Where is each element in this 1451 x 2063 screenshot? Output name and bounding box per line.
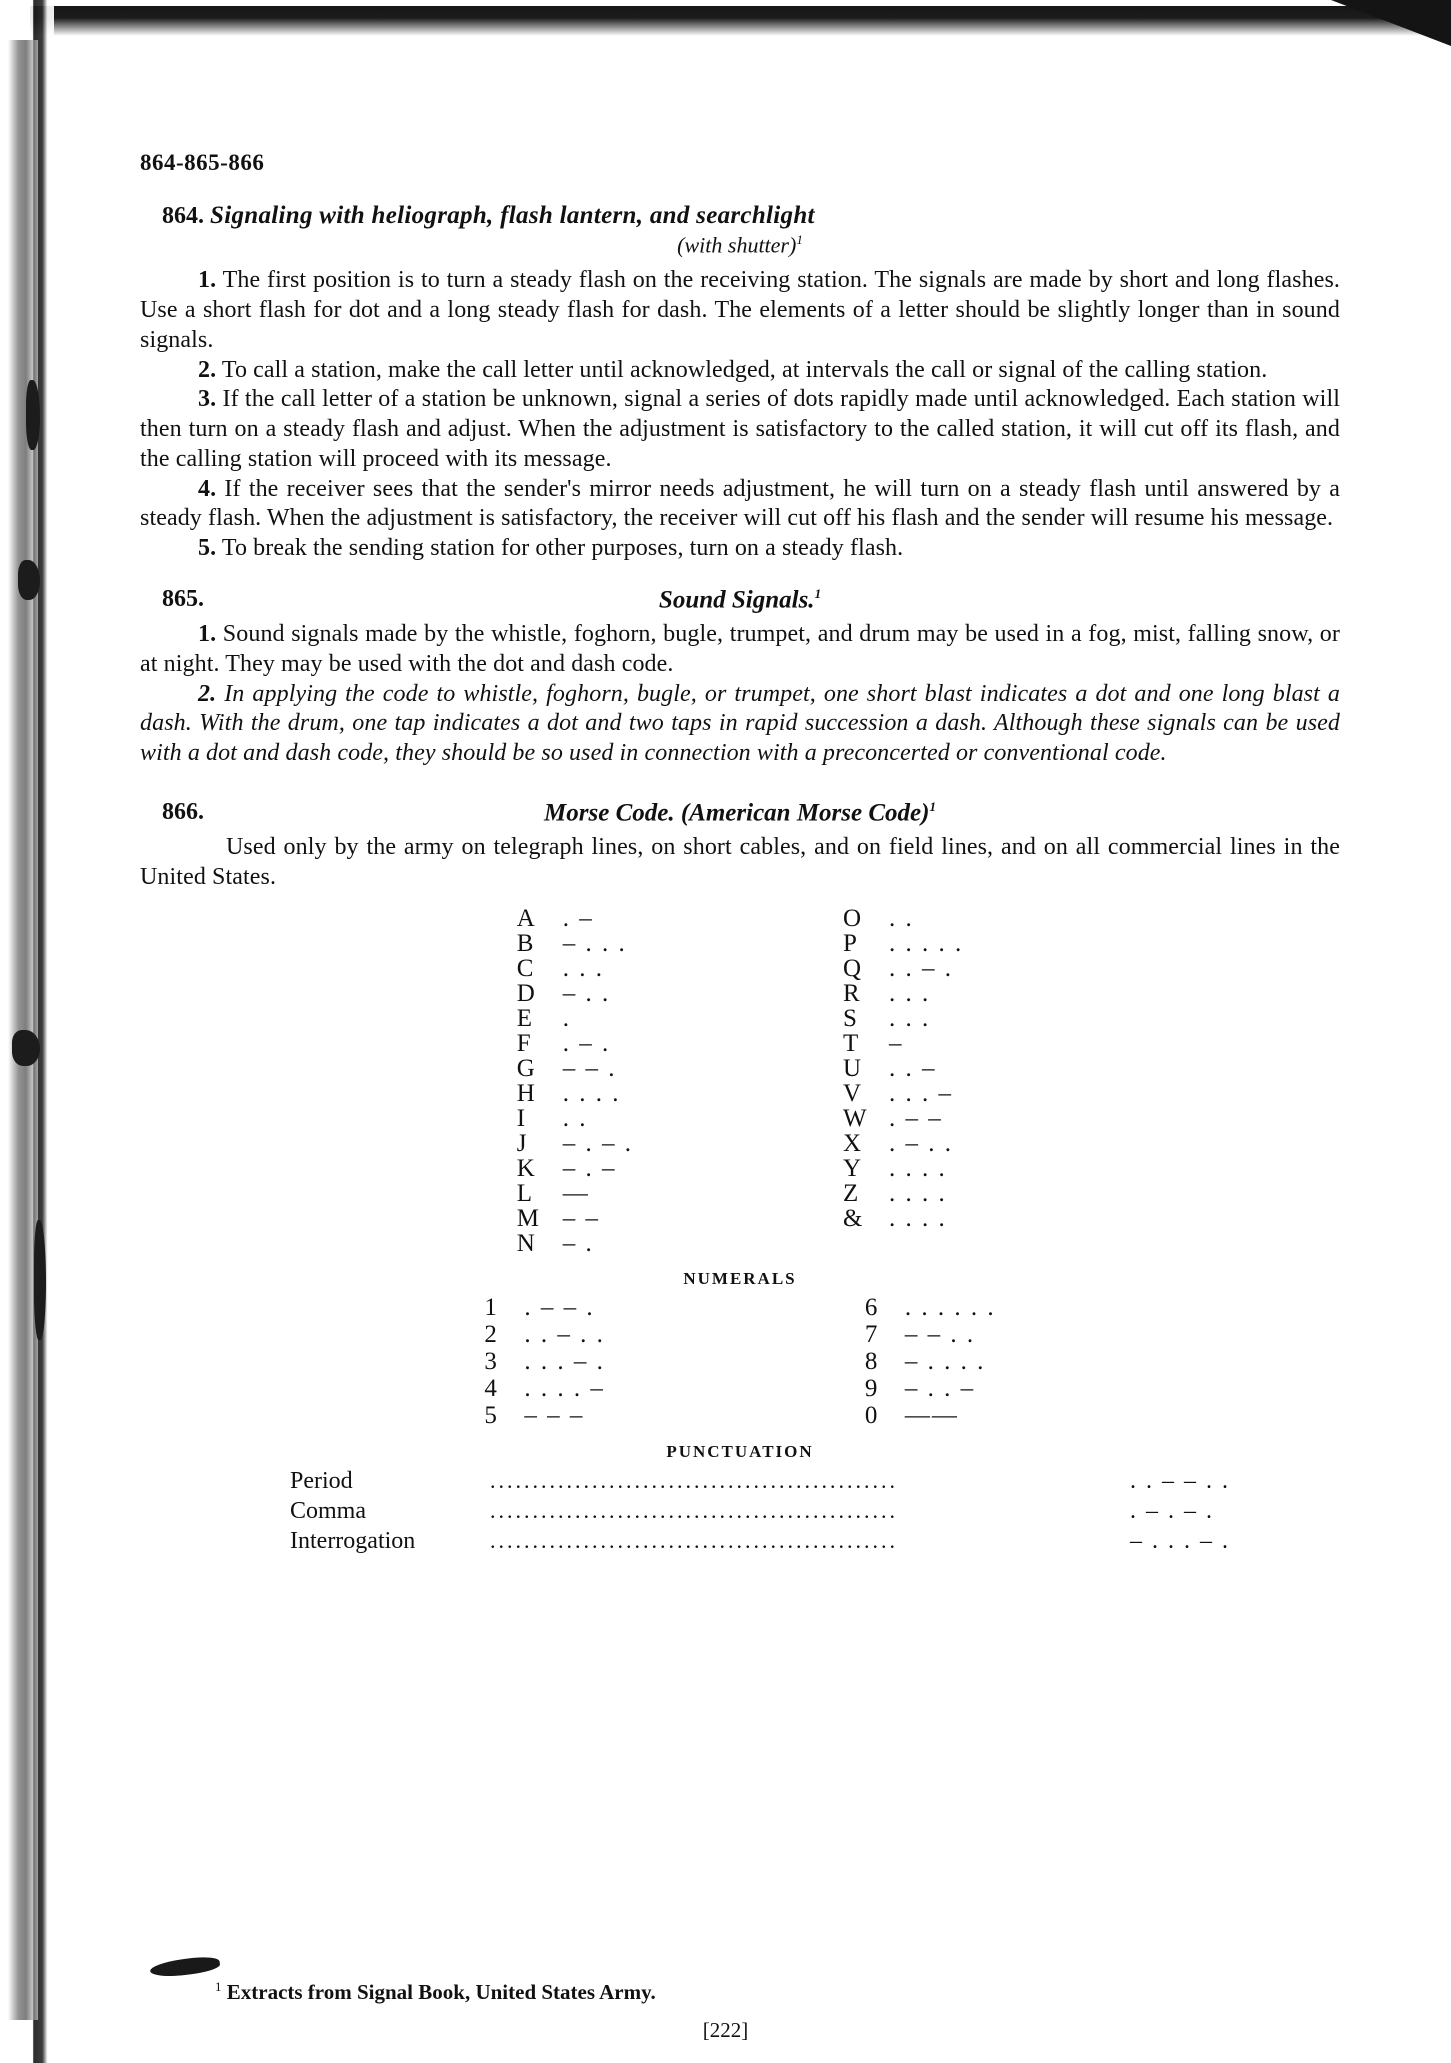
paragraph-text: The first position is to turn a steady flash on the receiving station. The signals are made by short and long flashes. Use a short flash for dot and a long steady flash for dash. The elements of a letter should be slightly longer than in sound signals. [140,267,1341,353]
code-letter: H [516,1080,535,1108]
footnote-marker: 1 [215,1979,222,1994]
code-letter: B [516,930,534,958]
numeral-digit: 4 [484,1375,497,1403]
footnote-marker: 1 [929,798,936,814]
code-letter: A [516,905,535,933]
code-row [843,1032,963,1057]
code-symbol: – . . [562,980,611,1008]
paragraph-number: 3. [198,386,217,413]
section-number: 864. [162,203,204,229]
paragraph-text: To call a station, make the call letter until acknowledged, at intervals the call or signal of the calling station. [221,356,1268,383]
numeral-digit: 1 [484,1294,497,1322]
paragraph [140,534,1340,564]
code-letter: F [516,1030,531,1058]
paragraph-number: 2. [198,356,217,383]
numeral-code: . . . – . [524,1348,605,1376]
code-row [843,1182,963,1207]
scan-speck [18,560,40,600]
page-number: [222] [702,2018,749,2042]
code-symbol: – . – [562,1155,617,1183]
code-row [843,1082,963,1107]
code-symbol: . . . [562,955,604,983]
code-row [517,982,633,1007]
numeral-digit: 5 [484,1402,497,1430]
leader-dots: ................................................ [490,1527,898,1553]
footnote-marker: 1 [814,585,822,601]
morse-code-table [140,907,1340,1257]
paragraph [140,385,1340,474]
paragraph-text: If the call letter of a station be unknown, signal a series of dots rapidly made until acknowledged. Each station will then turn on a steady flash and adjust. When the adjustment is satisfactory to the called station, it will cut off its flash, and the calling station will proceed with its message. [140,386,1340,472]
footnote-marker: 1 [796,232,803,247]
code-row [843,1157,963,1182]
leader-dots: ................................................ [490,1497,898,1523]
numeral-digit: 0 [864,1402,878,1430]
code-letter: I [516,1105,526,1133]
section-number: 866. [162,798,204,825]
punctuation-name: Period [290,1467,353,1494]
paragraph [140,266,1340,355]
code-letter: C [516,955,534,983]
code-letter: X [843,1130,862,1158]
code-symbol: . . . . [562,1080,621,1108]
numeral-row [865,1403,996,1430]
scan-speck [34,1220,46,1340]
punctuation-heading: PUNCTUATION [666,1441,814,1461]
punctuation-code: . . – – . . [1130,1467,1230,1494]
code-symbol: – . [562,1230,594,1258]
numeral-digit: 8 [864,1348,878,1376]
paragraph-text: To break the sending station for other purposes, turn on a steady flash. [221,535,904,562]
code-symbol: . – – [889,1105,943,1133]
section-subtitle-864 [140,232,1340,258]
morse-column-left [517,907,633,1257]
paragraph-number: 4. [198,475,217,502]
code-row [843,1107,963,1132]
numeral-digit: 6 [864,1294,878,1322]
code-row [517,907,633,932]
numeral-row [484,1322,605,1349]
code-letter: R [843,980,860,1008]
code-symbol: . – . . [889,1130,953,1158]
code-row [843,907,963,932]
section-title [140,799,1340,827]
code-row [517,1232,633,1257]
paragraph-number: 2. [198,680,217,707]
scan-speck [26,380,40,450]
code-symbol: . . – [889,1055,937,1083]
paragraph-text: In applying the code to whistle, foghorn, bugle, or trumpet, one short blast indicates a dot and one long blast a dash. With the drum, one tap indicates a dot and two taps in rapid succession a dash. Although these signals can be used with a dot and dash code, they should be so used in connection with a preconcerted or conventional code. [140,680,1340,767]
code-symbol: . . [889,905,914,933]
section-heading-864 [140,202,1340,230]
code-row [843,1207,963,1232]
code-row [517,1032,633,1057]
code-row [843,1057,963,1082]
numeral-code: – – . . [904,1321,976,1349]
code-row [517,1207,633,1232]
numeral-code: – . . . . [904,1348,986,1376]
numeral-digit: 2 [484,1321,497,1349]
code-symbol: – – . [562,1055,617,1083]
code-symbol: – [889,1030,904,1058]
punctuation-name: Interrogation [290,1527,416,1554]
code-symbol: — [562,1180,590,1208]
punctuation-name: Comma [290,1497,366,1524]
code-letter: K [516,1155,535,1183]
code-row [517,957,633,982]
code-row [843,1132,963,1157]
code-symbol: . – [562,905,594,933]
punctuation-code: – . . . – . [1130,1527,1230,1554]
code-letter: J [516,1130,527,1158]
section-heading-865 [140,586,1340,614]
code-letter: Q [843,955,862,983]
code-symbol: . . . . [889,1155,947,1183]
section-title-text: Morse Code. (American Morse Code) [544,799,930,827]
code-symbol: . . . . [889,1205,947,1233]
numeral-code: – – – [524,1402,585,1430]
paragraph [140,475,1340,535]
code-letter: & [843,1205,863,1233]
paragraph-number: 1. [198,267,217,294]
code-letter: T [843,1030,859,1058]
paragraph [140,620,1340,680]
code-row [843,932,963,957]
numeral-row [484,1376,605,1403]
numeral-code: . . . . . . [904,1294,996,1322]
code-row [843,957,963,982]
paragraph-number: 1. [198,621,217,648]
scan-shadow-top [30,6,1451,36]
punctuation-row [290,1528,1300,1558]
numerals-column-right [865,1295,996,1430]
punctuation-row [290,1468,1300,1498]
code-letter: P [843,930,857,958]
code-letter: S [843,1005,857,1033]
code-letter: L [516,1180,533,1208]
code-row [843,1007,963,1032]
code-symbol: . . . . . [889,930,964,958]
code-row [517,1057,633,1082]
paragraph-number: 5. [198,535,217,562]
numerals-heading: NUMERALS [683,1268,797,1288]
code-letter: Y [843,1155,862,1183]
numeral-row [865,1295,996,1322]
code-symbol: . . . – [889,1080,953,1108]
code-letter: N [516,1230,535,1258]
code-letter: V [843,1080,862,1108]
code-letter: M [516,1205,539,1233]
footnote [215,1979,656,2005]
code-row [517,1157,633,1182]
numeral-code: . . . . – [524,1375,605,1403]
numeral-digit: 7 [864,1321,878,1349]
code-symbol: . – . [562,1030,611,1058]
code-letter: G [516,1055,535,1083]
section-number: 865. [162,585,204,612]
section-title-text: Sound Signals. [658,586,815,614]
code-symbol: – . . . [562,930,627,958]
code-row [517,1182,633,1207]
punctuation-row [290,1498,1300,1528]
code-symbol: . . . [889,1005,931,1033]
code-symbol: . . . [889,980,931,1008]
paragraph [140,356,1340,386]
morse-column-right [843,907,963,1257]
numeral-row [484,1295,605,1322]
numeral-row [484,1403,605,1430]
section-heading-866 [140,799,1340,827]
scan-speck [12,1030,40,1066]
numeral-digit: 3 [484,1348,497,1376]
section-title [140,586,1340,614]
code-symbol: – – [562,1205,600,1233]
code-row [517,932,633,957]
numerals-column-left [484,1295,605,1430]
numerals-table [140,1295,1340,1430]
code-symbol: . [562,1005,571,1033]
code-symbol: . . – . [889,955,953,983]
numeral-row [865,1376,996,1403]
code-symbol: . . . . [889,1180,947,1208]
paragraph-text: If the receiver sees that the sender's mirror needs adjustment, he will turn on a steady flash until answered by a steady flash. When the adjustment is satisfactory, the receiver will cut off his flash and the sender will resume his message. [140,475,1340,532]
code-symbol: – . – . [562,1130,633,1158]
leader-dots: ................................................ [490,1467,898,1493]
code-letter: W [843,1105,867,1133]
code-letter: U [843,1055,862,1083]
numeral-code: —— [904,1402,959,1430]
code-row [843,982,963,1007]
section-title: Signaling with heliograph, flash lantern, and searchlight [210,202,815,229]
running-head: 864-865-866 [140,150,265,175]
section-intro-paragraph: Used only by the army on telegraph lines, on short cables, and on field lines, and on all commercial lines in the United States. [140,834,1340,890]
code-row [517,1107,633,1132]
code-symbol: . . [562,1105,588,1133]
punctuation-code: . – . – . [1130,1497,1214,1524]
paragraph-text: Sound signals made by the whistle, foghorn, bugle, trumpet, and drum may be used in a fog, mist, falling snow, or at night. They may be used with the dot and dash code. [140,621,1341,677]
numeral-code: . – – . [524,1294,595,1322]
numeral-row [865,1349,996,1376]
paragraph [140,680,1340,769]
numeral-code: – . . – [904,1375,976,1403]
page-content [140,150,1340,1558]
code-letter: E [516,1005,533,1033]
numeral-row [484,1349,605,1376]
section-subtitle-text: (with shutter) [677,232,797,258]
footnote-text: Extracts from Signal Book, United States Army. [226,1980,656,2004]
code-letter: Z [843,1180,859,1208]
punctuation-table [140,1468,1340,1558]
code-row [517,1082,633,1107]
numeral-row [865,1322,996,1349]
scan-page-curl [149,1954,221,1980]
numeral-digit: 9 [864,1375,878,1403]
numeral-code: . . – . . [524,1321,605,1349]
code-row [517,1132,633,1157]
code-row [517,1007,633,1032]
code-letter: D [516,980,535,1008]
code-letter: O [843,905,862,933]
